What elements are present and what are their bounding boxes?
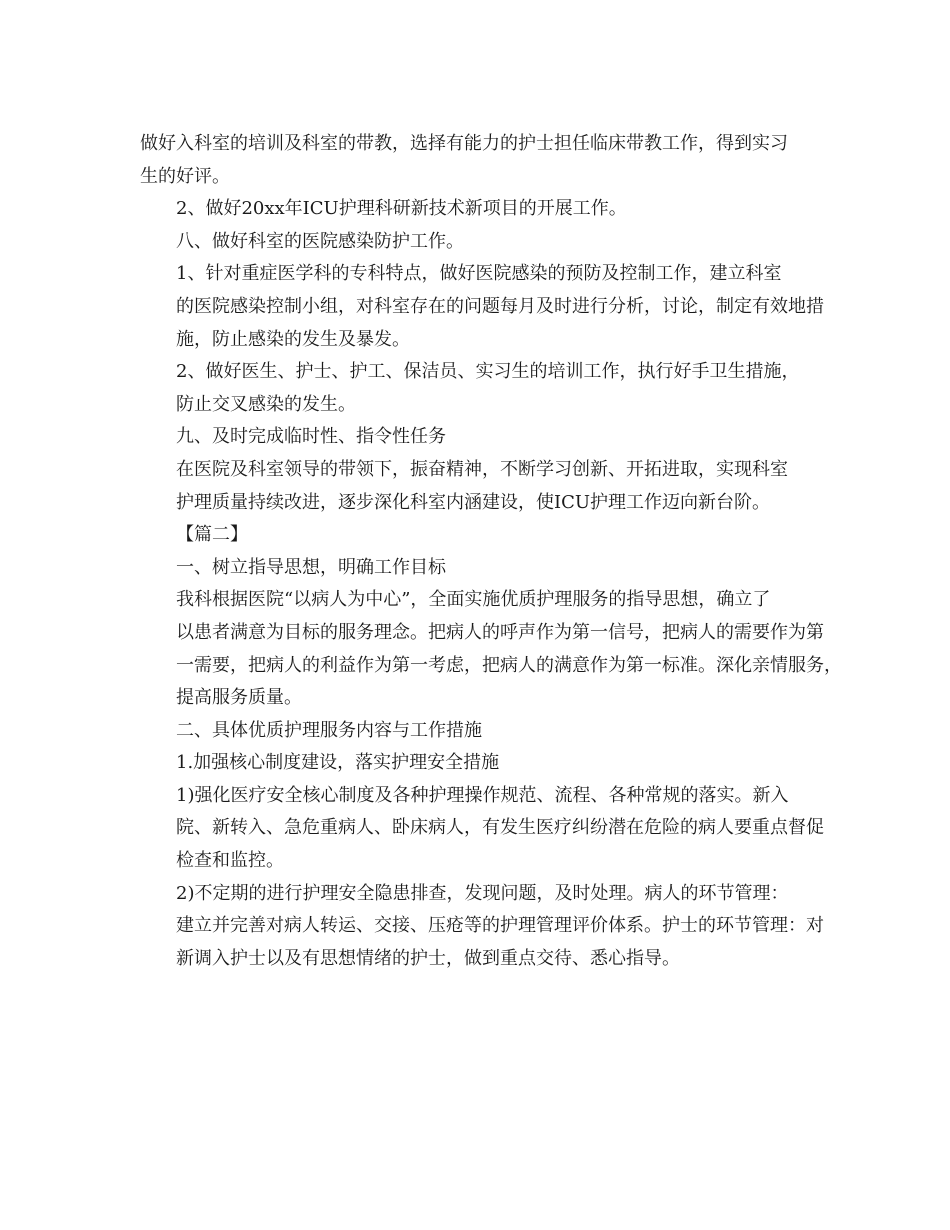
text-line: 【篇二】 — [176, 524, 248, 546]
text-line: 1.加强核心制度建设，落实护理安全措施 — [176, 752, 500, 774]
text-line: 我科根据医院“以病人为中心”，全面实施优质护理服务的指导思想，确立了 — [176, 589, 771, 611]
text-line: 建立并完善对病人转运、交接、压疮等的护理管理评价体系。护士的环节管理：对 — [176, 915, 824, 937]
paragraph — [140, 421, 820, 454]
text-line: 的医院感染控制小组，对科室存在的问题每月及时进行分析，讨论，制定有效地措 — [176, 295, 824, 317]
paragraph — [140, 356, 820, 421]
text-line: 检查和监控。 — [176, 850, 284, 872]
paragraph — [140, 258, 824, 356]
text-line: 八、做好科室的医院感染防护工作。 — [176, 230, 464, 252]
text-line: 2、做好20xx年ICU护理科研新技术新项目的开展工作。 — [176, 198, 627, 220]
text-line: 九、及时完成临时性、指令性任务 — [176, 426, 446, 448]
text-line: 生的好评。 — [140, 165, 230, 187]
paragraph — [140, 584, 842, 714]
text-line: 护理质量持续改进，逐步深化科室内涵建设，使ICU护理工作迈向新台阶。 — [176, 491, 771, 513]
text-line: 院、新转入、急危重病人、卧床病人，有发生医疗纠纷潜在危险的病人要重点督促 — [176, 817, 824, 839]
text-line: 一、树立指导思想，明确工作目标 — [176, 556, 446, 578]
paragraph — [140, 715, 820, 748]
text-line: 2)不定期的进行护理安全隐患排查，发现问题，及时处理。病人的环节管理： — [176, 882, 789, 904]
paragraph — [140, 226, 820, 259]
text-line: 以患者满意为目标的服务理念。把病人的呼声作为第一信号，把病人的需要作为第 — [176, 621, 824, 643]
paragraph — [140, 193, 820, 226]
paragraph — [140, 747, 820, 780]
text-line: 施，防止感染的发生及暴发。 — [176, 328, 410, 350]
paragraph — [140, 454, 820, 519]
text-line: 二、具体优质护理服务内容与工作措施 — [176, 719, 482, 741]
paragraph — [140, 780, 824, 878]
text-line: 2、做好医生、护士、护工、保洁员、实习生的培训工作，执行好手卫生措施， — [176, 361, 800, 383]
text-line: 防止交叉感染的发生。 — [176, 393, 356, 415]
text-line: 在医院及科室领导的带领下，振奋精神，不断学习创新、开拓进取，实现科室 — [176, 458, 788, 480]
document-body — [140, 128, 842, 975]
text-line: 做好入科室的培训及科室的带教，选择有能力的护士担任临床带教工作，得到实习 — [140, 133, 788, 154]
paragraph — [140, 552, 820, 585]
paragraph — [140, 128, 820, 193]
paragraph — [140, 519, 820, 552]
paragraph — [140, 878, 824, 976]
text-line: 1)强化医疗安全核心制度及各种护理操作规范、流程、各种常规的落实。新入 — [176, 784, 789, 806]
text-line: 新调入护士以及有思想情绪的护士，做到重点交待、悉心指导。 — [176, 947, 680, 969]
text-line: 提高服务质量。 — [176, 687, 302, 709]
text-line: 1、针对重症医学科的专科特点，做好医院感染的预防及控制工作，建立科室 — [176, 263, 782, 285]
text-line: 一需要，把病人的利益作为第一考虑，把病人的满意作为第一标准。深化亲情服务， — [176, 654, 842, 676]
